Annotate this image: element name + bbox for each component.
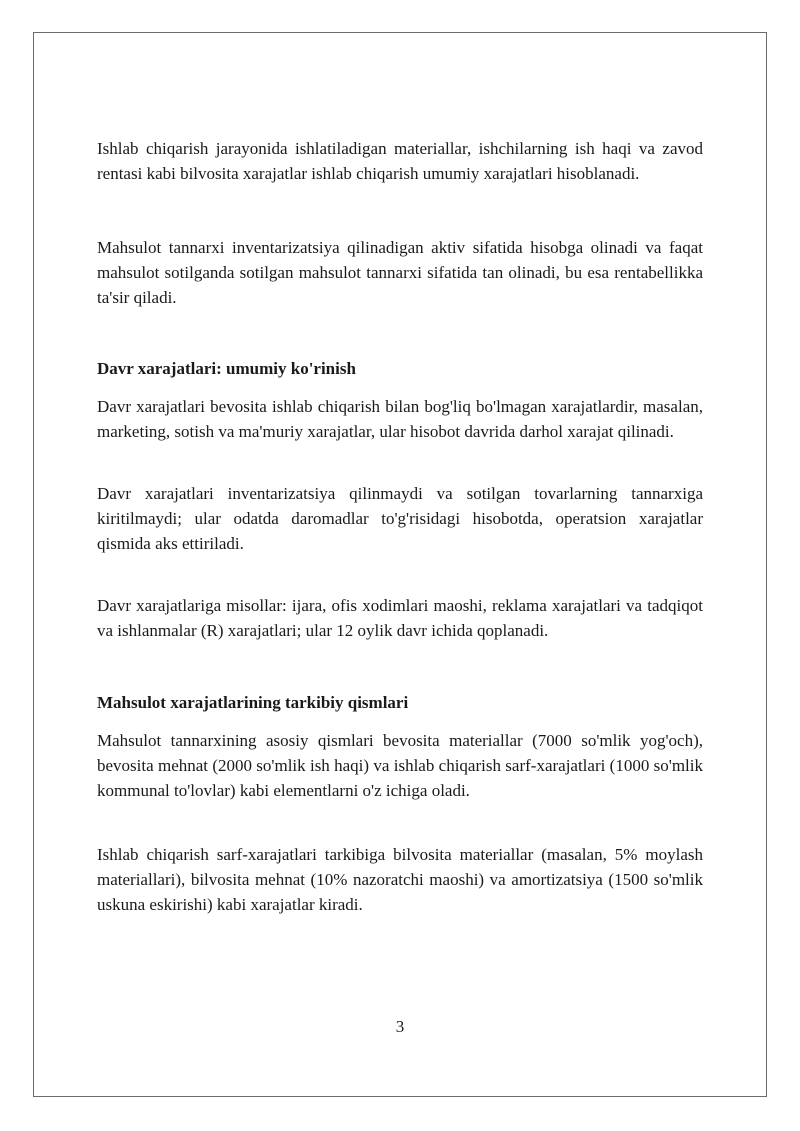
paragraph-product-cost-components: Mahsulot tannarxining asosiy qismlari bevosita materiallar (7000 so'mlik yog'och), bevosita mehnat (2000 so'mlik ish haqi) va ishlab chiqarish sarf-xarajatlari (1000 so'mlik kommunal to'lovlar) kabi elementlarni o'z ichiga oladi.	[97, 731, 703, 800]
paragraph-period-costs-definition: Davr xarajatlari bevosita ishlab chiqarish bilan bog'liq bo'lmagan xarajatlardir, masalan, marketing, sotish va ma'muriy xarajatlar, ular hisobot davrida darhol xarajat qilinadi.	[97, 397, 703, 441]
heading-product-cost-components: Mahsulot xarajatlarining tarkibiy qismlari	[97, 693, 409, 712]
paragraph-period-costs-inventory: Davr xarajatlari inventarizatsiya qilinmaydi va sotilgan tovarlarning tannarxiga kiritilmaydi; ular odatda daromadlar to'g'risidagi hisobotda, operatsion xarajatlar qismida aks ettiriladi.	[97, 484, 703, 553]
page-number: 3	[395, 1017, 405, 1036]
paragraph-period-costs-examples: Davr xarajatlariga misollar: ijara, ofis xodimlari maoshi, reklama xarajatlari va tadqiqot va ishlanmalar (R) xarajatlari; ular 12 oylik davr ichida qoplanadi.	[97, 596, 703, 640]
heading-period-costs: Davr xarajatlari: umumiy ko'rinish	[97, 359, 356, 378]
paragraph-manufacturing-overhead: Ishlab chiqarish sarf-xarajatlari tarkibiga bilvosita materiallar (masalan, 5% moylash materiallari), bilvosita mehnat (10% nazoratchi maoshi) va amortizatsiya (1500 so'mlik uskuna eskirishi) kabi xarajatlar kiradi.	[97, 845, 703, 914]
paragraph-product-cost: Mahsulot tannarxi inventarizatsiya qilinadigan aktiv sifatida hisobga olinadi va faqat mahsulot sotilganda sotilgan mahsulot tannarxi sifatida tan olinadi, bu esa rentabellikka ta'sir qiladi.	[97, 238, 703, 307]
page-content	[97, 136, 703, 917]
paragraph-indirect-costs: Ishlab chiqarish jarayonida ishlatiladigan materiallar, ishchilarning ish haqi va zavod rentasi kabi bilvosita xarajatlar ishlab chiqarish umumiy xarajatlari hisoblanadi.	[97, 139, 703, 183]
